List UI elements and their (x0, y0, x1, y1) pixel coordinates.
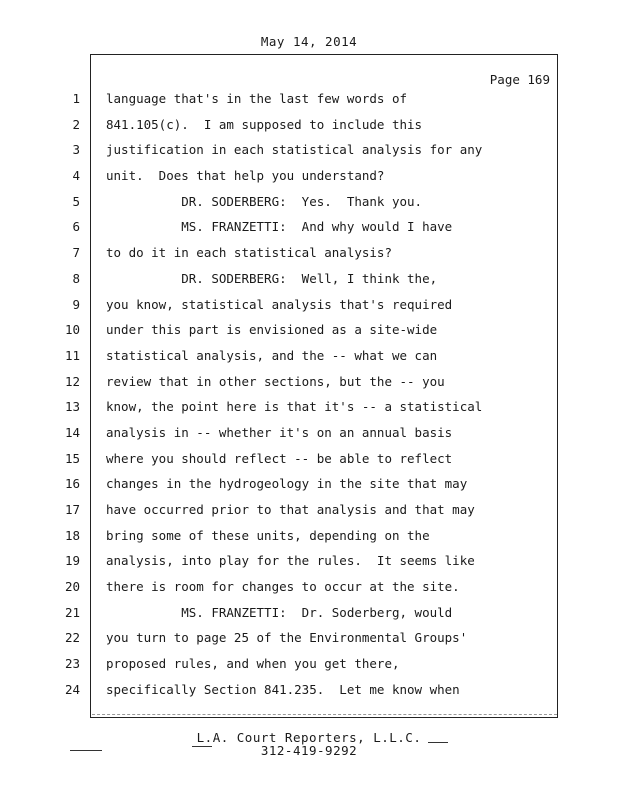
line-number: 24 (64, 681, 80, 697)
line-number: 12 (64, 373, 80, 389)
transcript-line (0, 164, 618, 190)
page-number-label: Page 169 (489, 72, 550, 87)
line-number: 1 (72, 91, 80, 106)
line-number: 22 (64, 630, 80, 646)
line-text: 841.105(c). I am supposed to include this (106, 116, 423, 132)
line-text: know, the point here is that it's -- a statistical (106, 399, 483, 415)
transcript-line (0, 344, 618, 370)
line-text: statistical analysis, and the -- what we can (106, 347, 438, 363)
transcript-line (0, 626, 618, 652)
line-number: 8 (72, 270, 80, 286)
line-text: analysis, into play for the rules. It seems like (106, 553, 475, 569)
line-text: analysis in -- whether it's on an annual basis (106, 424, 453, 440)
transcript-line (0, 293, 618, 319)
transcript-line (0, 472, 618, 498)
transcript-line (0, 113, 618, 139)
line-text: MS. FRANZETTI: Dr. Soderberg, would (106, 604, 453, 620)
line-text: specifically Section 841.235. Let me know when (106, 681, 460, 697)
line-number: 20 (64, 579, 80, 595)
line-text: justification in each statistical analysis for any (106, 142, 483, 158)
line-number: 9 (72, 296, 80, 312)
transcript-line (0, 395, 618, 421)
line-text: DR. SODERBERG: Well, I think the, (106, 270, 438, 286)
line-text: where you should reflect -- be able to reflect (106, 450, 453, 466)
footer-divider-right (428, 742, 448, 743)
line-text: unit. Does that help you understand? (106, 168, 385, 184)
line-text: you know, statistical analysis that's required (106, 296, 453, 312)
line-number: 7 (72, 245, 80, 261)
line-text: bring some of these units, depending on the (106, 527, 430, 543)
line-number: 14 (64, 424, 80, 440)
line-number: 17 (64, 502, 80, 517)
line-number: 16 (64, 476, 80, 492)
line-number: 11 (64, 347, 80, 363)
line-number: 13 (64, 399, 80, 415)
transcript-line (0, 370, 618, 396)
transcript-line (0, 678, 618, 704)
line-number: 4 (72, 168, 80, 184)
line-number: 5 (72, 193, 80, 209)
line-number: 19 (64, 553, 80, 569)
transcript-line (0, 87, 618, 113)
transcript-line (0, 267, 618, 293)
transcript-line (0, 549, 618, 575)
line-number: 2 (72, 116, 80, 132)
line-text: MS. FRANZETTI: And why would I have (106, 219, 453, 235)
line-number: 18 (64, 527, 80, 543)
transcript-lines (0, 87, 618, 704)
transcript-line (0, 318, 618, 344)
line-number: 10 (64, 322, 80, 338)
footer-divider-left (70, 750, 102, 751)
transcript-line (0, 421, 618, 447)
line-text: review that in other sections, but the -- you (106, 373, 445, 389)
transcript-line (0, 190, 618, 216)
transcript-line (0, 215, 618, 241)
line-number: 21 (64, 604, 80, 620)
transcript-line (0, 498, 618, 524)
line-text: you turn to page 25 of the Environmental Groups' (106, 630, 468, 646)
line-text: DR. SODERBERG: Yes. Thank you. (106, 193, 423, 209)
line-text: under this part is envisioned as a site-wide (106, 322, 438, 338)
page-header-date: May 14, 2014 (260, 34, 358, 49)
transcript-line (0, 138, 618, 164)
bottom-scan-rule (92, 714, 557, 715)
line-text: have occurred prior to that analysis and that may (106, 502, 475, 517)
line-text: language that's in the last few words of (106, 91, 408, 106)
line-text: there is room for changes to occur at the site. (106, 579, 460, 595)
line-text: to do it in each statistical analysis? (106, 245, 392, 261)
line-number: 6 (72, 219, 80, 235)
line-number: 23 (64, 656, 80, 672)
line-text: proposed rules, and when you get there, (106, 656, 400, 672)
transcript-line (0, 447, 618, 473)
transcript-line (0, 241, 618, 267)
footer-divider-mid (192, 746, 212, 747)
line-number: 3 (72, 142, 80, 158)
line-text: changes in the hydrogeology in the site that may (106, 476, 468, 492)
transcript-line (0, 524, 618, 550)
transcript-line (0, 601, 618, 627)
line-number: 15 (64, 450, 80, 466)
transcript-line (0, 575, 618, 601)
footer-company: L.A. Court Reporters, L.L.C. (196, 730, 422, 745)
footer-phone: 312-419-9292 (260, 743, 358, 758)
transcript-line (0, 652, 618, 678)
